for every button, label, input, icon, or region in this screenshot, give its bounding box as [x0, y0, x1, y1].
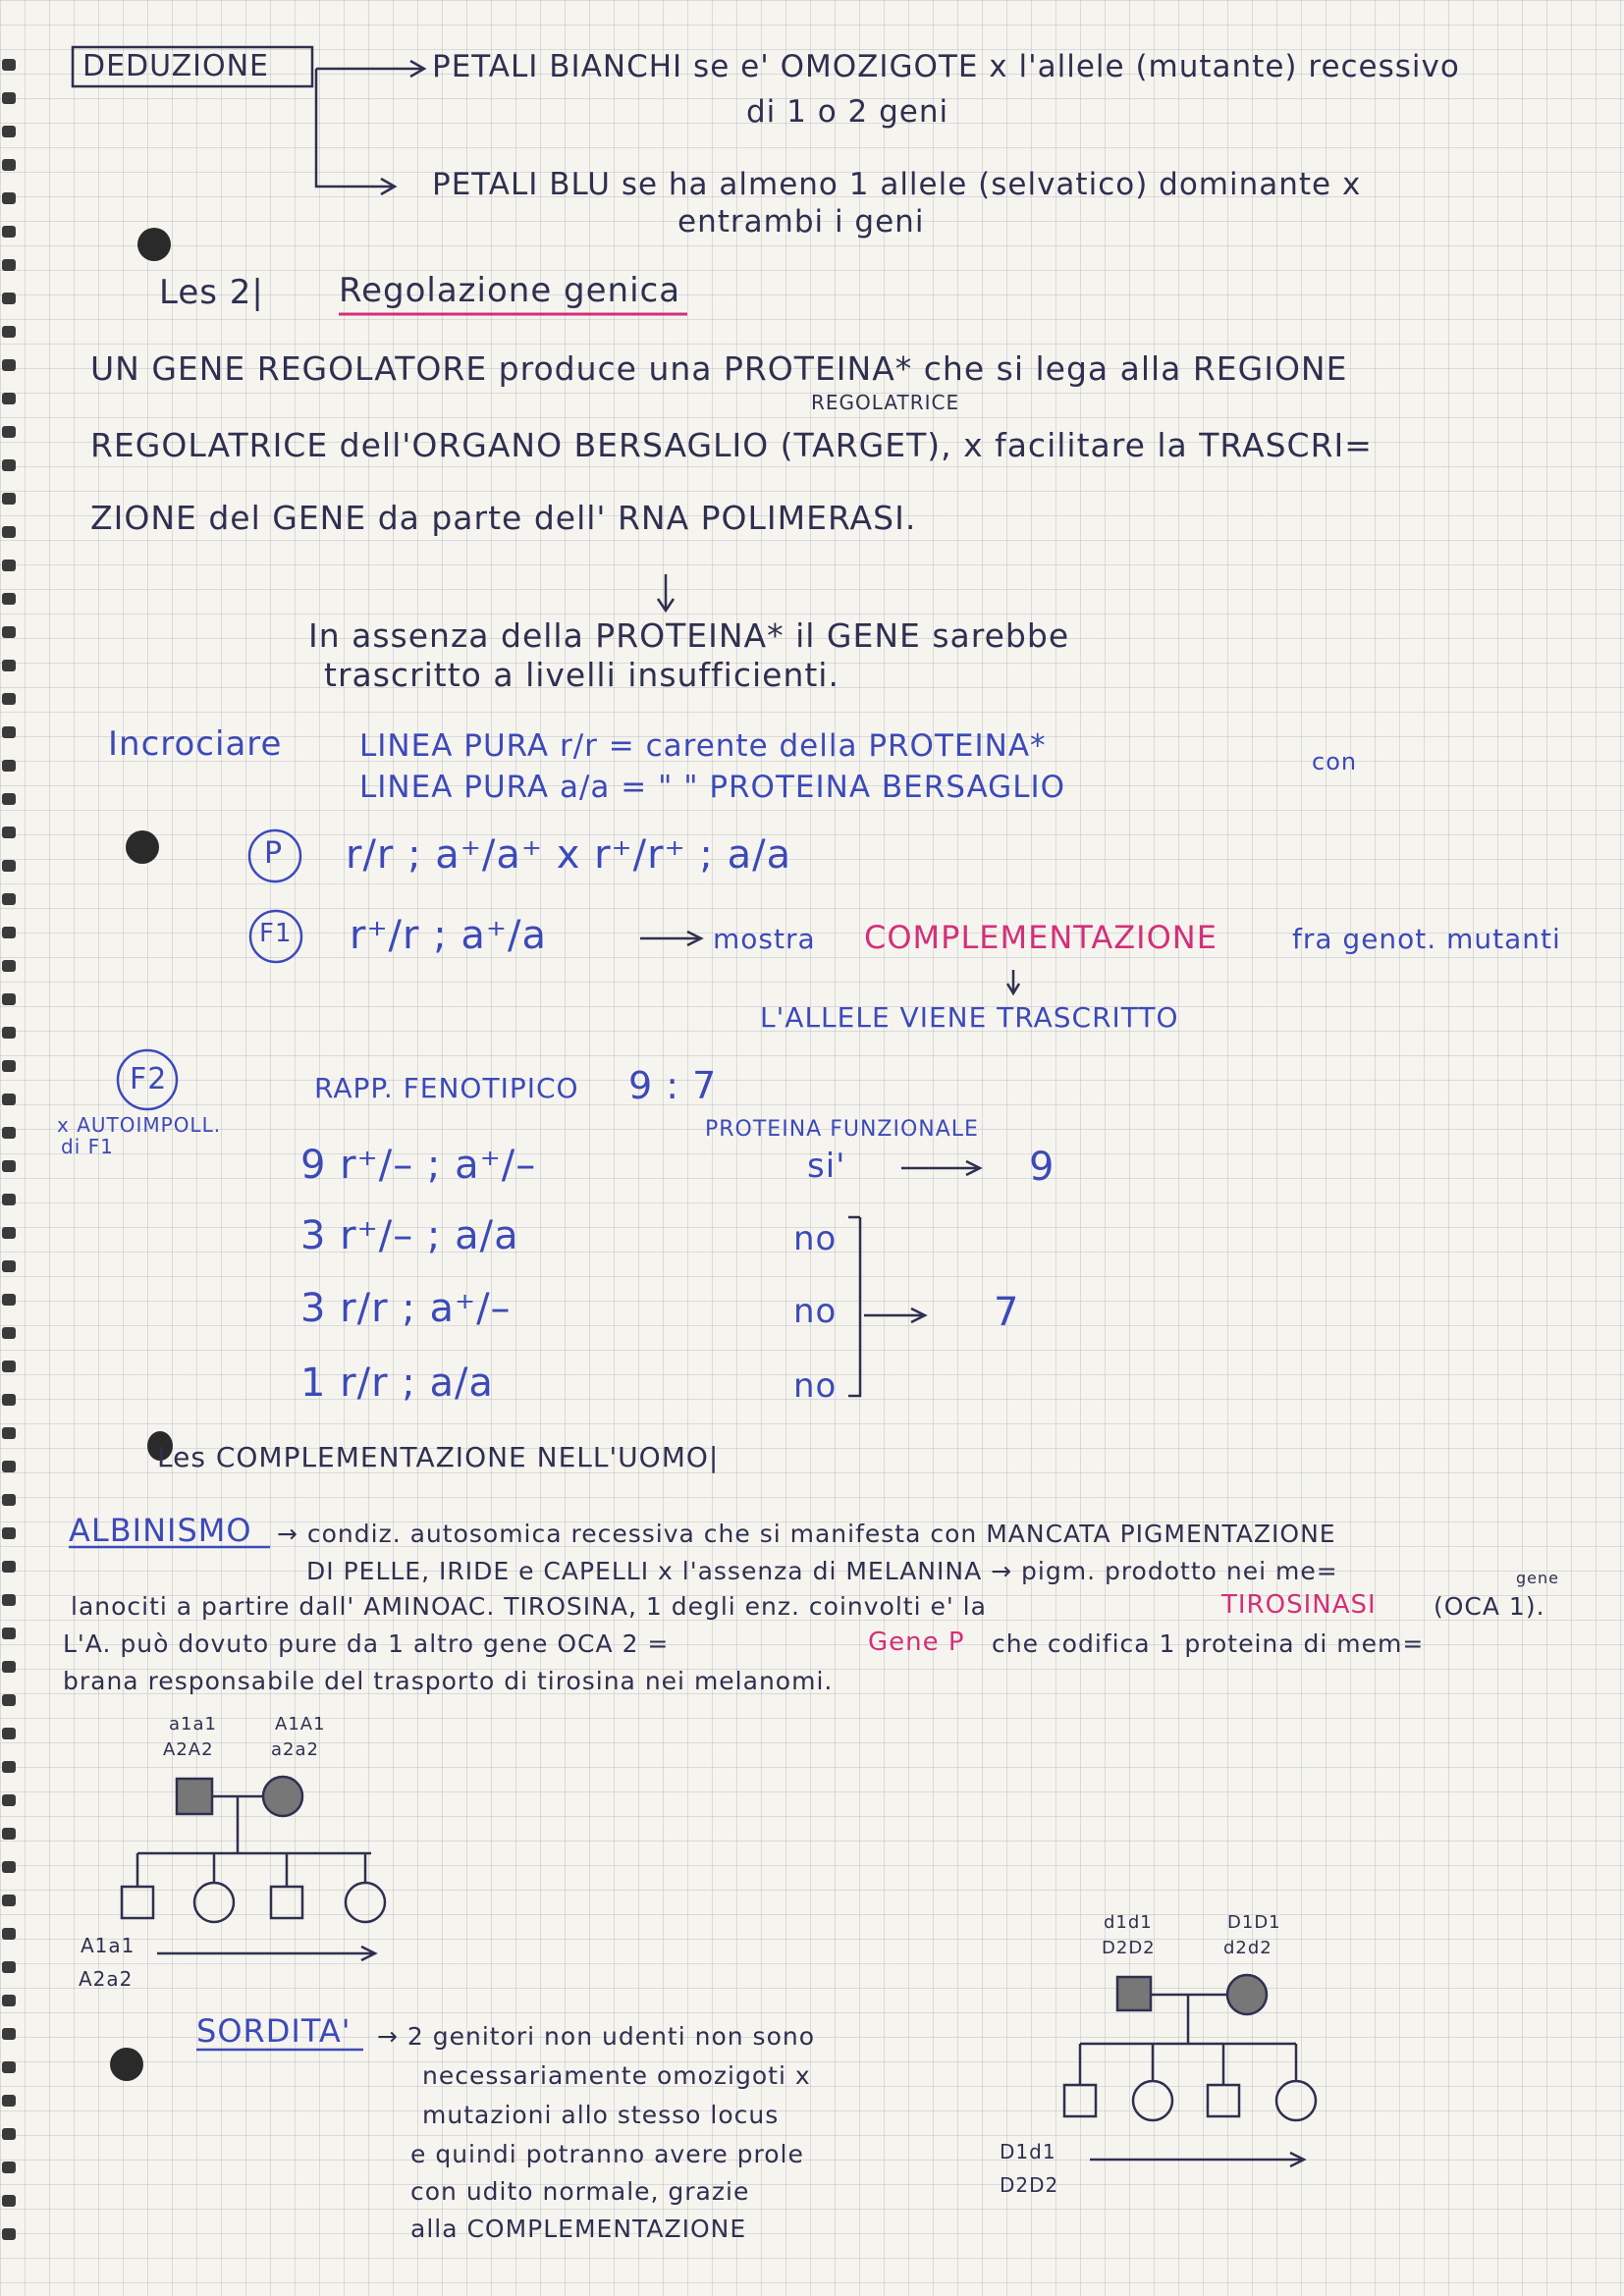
f1-sub: L'ALLELE VIENE TRASCRITTO: [760, 1001, 1179, 1034]
pedigree2-child-top: D1d1: [1000, 2140, 1056, 2163]
f2-row-functional: no: [793, 1292, 838, 1331]
pedigree2-mother-top: D1D1: [1227, 1912, 1281, 1933]
pedigree-sordita: [1064, 1975, 1624, 2166]
deduzione-label: DEDUZIONE: [82, 49, 269, 83]
cross-line2: LINEA PURA a/a = " " PROTEINA BERSAGLIO: [359, 770, 1066, 805]
albinismo-line4-key: Gene P: [868, 1628, 965, 1657]
section1-prefix: Les 2|: [159, 273, 264, 312]
deduzione-branch1-line1: PETALI BIANCHI se e' OMOZIGOTE x l'allele (mutante) recessivo: [432, 49, 1460, 84]
f2-row-functional: si': [807, 1147, 846, 1186]
sordita-line1: → 2 genitori non udenti non sono: [377, 2022, 816, 2051]
pedigree1-child-top: A1a1: [81, 1934, 135, 1957]
deduzione-branch2-line1: PETALI BLU se ha almeno 1 allele (selvatico) dominante x: [432, 167, 1362, 202]
section1-paragraph-line2: REGOLATRICE dell'ORGANO BERSAGLIO (TARGET), x facilitare la TRASCRI=: [90, 426, 1373, 464]
pedigree1-father-bottom: A2A2: [163, 1739, 214, 1760]
pedigree2-child-bottom: D2D2: [1000, 2173, 1059, 2197]
section2-title: Les COMPLEMENTAZIONE NELL'UOMO|: [157, 1441, 720, 1473]
albinismo-line4-prefix: L'A. può dovuto pure da 1 altro gene OCA 2 =: [63, 1629, 670, 1658]
albinismo-line3-suffix: (OCA 1).: [1434, 1592, 1545, 1621]
absence-line1: In assenza della PROTEINA* il GENE sarebbe: [308, 616, 1070, 655]
branch-line: [316, 69, 393, 187]
albinismo-line1: → condiz. autosomica recessiva che si manifesta con MANCATA PIGMENTAZIONE: [277, 1520, 1336, 1548]
section1-title: Regolazione genica: [339, 271, 681, 310]
deduzione-branch2-line2: entrambi i geni: [677, 204, 925, 240]
pedigree-albinismo: [122, 1777, 385, 1960]
pedigree1-mother-circle: [263, 1777, 302, 1816]
pedigree1-father-square: [177, 1779, 212, 1814]
functional-header: PROTEINA FUNZIONALE: [705, 1117, 979, 1142]
pedigree2-child-square: [1208, 2085, 1239, 2116]
f2-row-genotype: 1 r/r ; a/a: [300, 1361, 494, 1406]
f2-row-genotype: 3 r/r ; a⁺/–: [300, 1286, 512, 1331]
f1-genotype: r⁺/r ; a⁺/a: [350, 913, 547, 958]
sordita-line2: necessariamente omozigoti x: [422, 2061, 811, 2090]
f1-result-prefix: mostra: [713, 923, 816, 955]
cross-label: Incrociare: [108, 724, 283, 764]
pedigree1-child-square: [271, 1887, 302, 1918]
ratio-value: 9 : 7: [628, 1064, 718, 1107]
sordita-line3: mutazioni allo stesso locus: [422, 2101, 780, 2129]
sordita-line6: alla COMPLEMENTAZIONE: [410, 2215, 747, 2243]
pedigree1-child-circle: [194, 1883, 234, 1922]
p-cross: r/r ; a⁺/a⁺ x r⁺/r⁺ ; a/a: [346, 832, 792, 878]
pedigree2-father-bottom: D2D2: [1102, 1938, 1156, 1958]
albinismo-line4-suffix: che codifica 1 proteina di mem=: [992, 1629, 1425, 1658]
absence-line2: trascritto a livelli insufficienti.: [324, 656, 839, 694]
pedigree1-child-circle: [346, 1883, 385, 1922]
f2-row-genotype: 9 r⁺/– ; a⁺/–: [300, 1143, 537, 1188]
pedigree2-child-circle: [1276, 2081, 1316, 2120]
sordita-line5: con udito normale, grazie: [410, 2177, 750, 2206]
pedigree1-father-top: a1a1: [169, 1714, 217, 1735]
albinismo-line3-key: TIROSINASI: [1221, 1590, 1377, 1620]
albinismo-label: ALBINISMO: [69, 1512, 252, 1549]
section1-paragraph-line1: UN GENE REGOLATORE produce una PROTEINA* che si lega alla REGIONE: [90, 349, 1348, 388]
f2-label: F2: [130, 1062, 168, 1096]
pedigree1-child-square: [122, 1887, 153, 1918]
pedigree2-child-square: [1064, 2085, 1096, 2116]
sordita-line4: e quindi potranno avere prole: [410, 2140, 804, 2168]
f2-note-line2: di F1: [61, 1135, 114, 1158]
f1-result-key: COMPLEMENTAZIONE: [864, 919, 1218, 956]
bracket: [848, 1217, 860, 1396]
p-label: P: [264, 836, 284, 871]
pedigree1-child-bottom: A2a2: [79, 1967, 134, 1991]
deduzione-branch1-line2: di 1 o 2 geni: [746, 94, 949, 130]
pedigree2-mother-circle: [1227, 1975, 1267, 2014]
section1-paragraph-line3: ZIONE del GENE da parte dell' RNA POLIMERASI.: [90, 499, 917, 537]
f2-note-line1: x AUTOIMPOLL.: [57, 1113, 222, 1137]
f2-row-functional: no: [793, 1366, 838, 1406]
albinismo-line5: brana responsabile del trasporto di tirosina nei melanomi.: [63, 1667, 834, 1695]
cross-line1: LINEA PURA r/r = carente della PROTEINA*: [359, 728, 1047, 764]
pedigree2-father-top: d1d1: [1104, 1912, 1153, 1933]
f2-result-yes: 9: [1029, 1145, 1056, 1190]
pedigree2-mother-bottom: d2d2: [1223, 1938, 1272, 1958]
section1-paragraph-superscript: REGOLATRICE: [811, 391, 960, 414]
pedigree2-father-square: [1117, 1977, 1151, 2010]
pedigree1-mother-bottom: a2a2: [271, 1739, 319, 1760]
pedigree1-mother-top: A1A1: [275, 1714, 326, 1735]
sordita-label: SORDITA': [196, 2012, 352, 2050]
cross-line1-suffix: con: [1312, 748, 1358, 775]
ratio-label: RAPP. FENOTIPICO: [314, 1072, 579, 1104]
f1-label: F1: [259, 919, 293, 948]
f2-result-no: 7: [994, 1290, 1020, 1335]
f2-row-genotype: 3 r⁺/– ; a/a: [300, 1213, 519, 1258]
f1-result-suffix: fra genot. mutanti: [1292, 923, 1561, 955]
albinismo-gene-note: gene: [1516, 1569, 1559, 1587]
f2-row-functional: no: [793, 1219, 838, 1258]
albinismo-line2: DI PELLE, IRIDE e CAPELLI x l'assenza di MELANINA → pigm. prodotto nei me=: [306, 1557, 1338, 1585]
pedigree2-child-circle: [1133, 2081, 1172, 2120]
albinismo-line3-prefix: lanociti a partire dall' AMINOAC. TIROSINA, 1 degli enz. coinvolti e' la: [71, 1592, 987, 1621]
